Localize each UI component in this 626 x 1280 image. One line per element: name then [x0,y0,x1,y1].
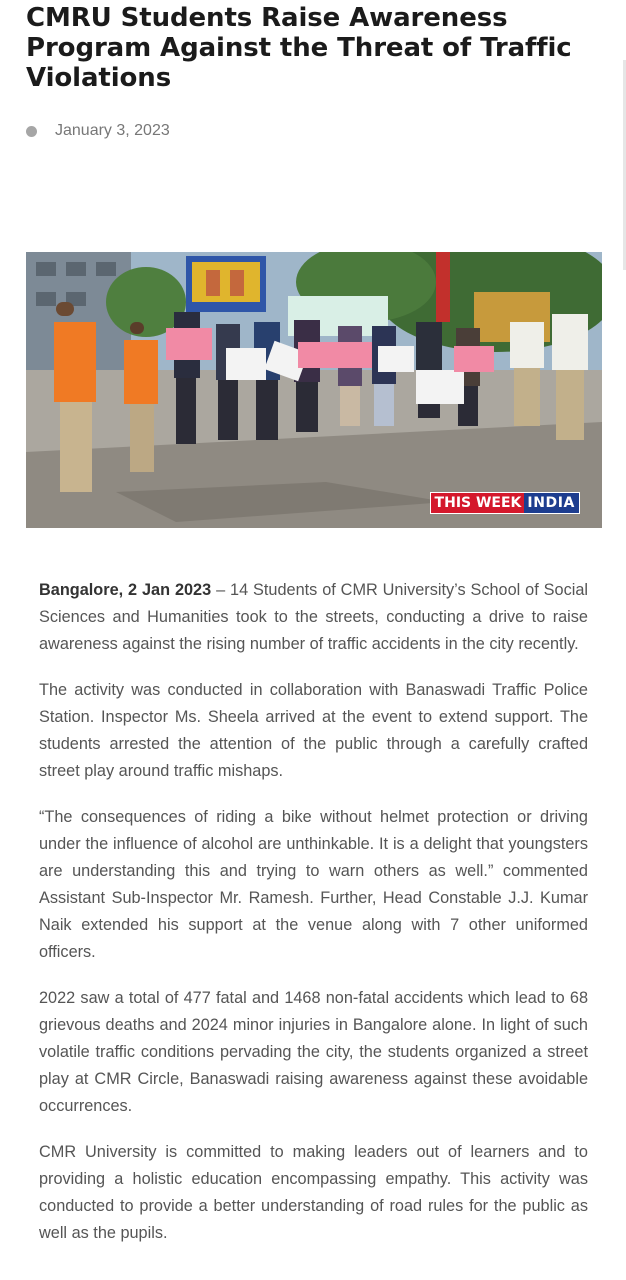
bullet-icon [26,126,37,137]
photo-illustration [26,252,602,528]
featured-image [26,252,602,528]
paragraph-2: The activity was conducted in collaboration with Banaswadi Traffic Police Station. Inspector Ms. Sheela arrived at the event to extend support. The students arrested the attention of the public through a carefully crafted street play around traffic mishaps. [39,681,588,780]
post-date: January 3, 2023 [55,122,170,139]
paragraph-5: CMR University is committed to making leaders out of learners and to providing a holistic education encompassing empathy. This activity was conducted to provide a better understanding of road rules for the public as well as the pupils. [39,1143,588,1242]
paragraph-1 [39,577,588,658]
paragraph-4: 2022 saw a total of 477 fatal and 1468 non-fatal accidents which lead to 68 grievous deaths and 2024 minor injuries in Bangalore alone. In light of such volatile traffic conditions pervading the city, the students organized a street play at CMR Circle, Banaswadi raising awareness against these avoidable occurrences. [39,989,588,1115]
dateline: Bangalore, 2 Jan 2023 [39,581,212,599]
page-title: CMRU Students Raise Awareness Program Against the Threat of Traffic Violations [26,3,572,93]
article-body [39,577,588,1266]
paragraph-3: “The consequences of riding a bike without helmet protection or driving under the influence of alcohol are unthinkable. It is a delight that youngsters are understanding this and trying to warn others as well.” commented Assistant Sub-Inspector Mr. Ramesh. Further, Head Constable J.J. Kumar Naik extended his support at the venue along with 7 other uniformed officers. [39,808,588,961]
paragraph-1-text: – 14 Students of CMR University’s School of Social Sciences and Humanities took to the streets, conducting a drive to raise awareness against the rising number of traffic accidents in the city recently. [39,581,588,653]
watermark-text-blue: INDIA [524,493,579,513]
watermark-text-red: THIS WEEK [431,493,525,513]
post-meta [26,120,170,142]
watermark-logo [430,492,580,514]
